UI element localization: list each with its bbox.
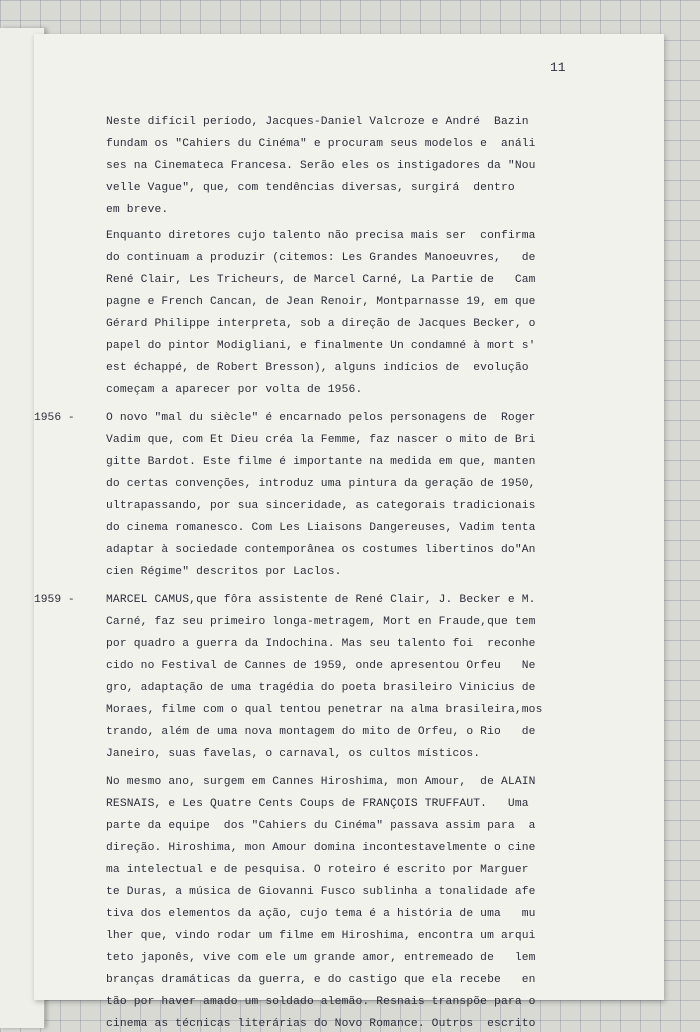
text-line: do certas convenções, introduz uma pintura da geração de 1950, [106, 478, 536, 490]
text-line: Enquanto diretores cujo talento não precisa mais ser confirma [106, 230, 536, 242]
text-line: começam a aparecer por volta de 1956. [106, 384, 363, 396]
text-line: Vadim que, com Et Dieu créa la Femme, faz nascer o mito de Bri [106, 434, 536, 446]
text-line: teto japonês, vive com ele um grande amor, entremeado de lem [106, 952, 536, 964]
text-line: cien Régime" descritos por Laclos. [106, 566, 342, 578]
text-line: ultrapassando, por sua sinceridade, as categorais tradicionais [106, 500, 536, 512]
text-line: parte da equipe dos "Cahiers du Cinéma" passava assim para a [106, 820, 536, 832]
text-line: O novo "mal du siècle" é encarnado pelos personagens de Roger [106, 412, 536, 424]
text-line: fundam os "Cahiers du Cinéma" e procuram seus modelos e análi [106, 138, 536, 150]
text-line: te Duras, a música de Giovanni Fusco sublinha a tonalidade afe [106, 886, 536, 898]
text-line: trando, além de uma nova montagem do mito de Orfeu, o Rio de [106, 726, 536, 738]
text-line: Moraes, filme com o qual tentou penetrar na alma brasileira,mos [106, 704, 543, 716]
text-line: tiva dos elementos da ação, cujo tema é a história de uma mu [106, 908, 536, 920]
text-line: velle Vague", que, com tendências diversas, surgirá dentro [106, 182, 515, 194]
text-line: do cinema romanesco. Com Les Liaisons Dangereuses, Vadim tenta [106, 522, 536, 534]
text-line: RESNAIS, e Les Quatre Cents Coups de FRANÇOIS TRUFFAUT. Uma [106, 798, 529, 810]
text-line: Janeiro, suas favelas, o carnaval, os cultos místicos. [106, 748, 481, 760]
text-line: cinema as técnicas literárias do Novo Romance. Outros escrito [106, 1018, 536, 1030]
text-line: Neste difícil período, Jacques-Daniel Valcroze e André Bazin [106, 116, 529, 128]
text-line: branças dramáticas da guerra, e do castigo que ela recebe en [106, 974, 536, 986]
text-line: em breve. [106, 204, 169, 216]
year-marker: 1956 - [34, 412, 75, 424]
text-line: Gérard Philippe interpreta, sob a direção de Jacques Becker, o [106, 318, 536, 330]
text-line: René Clair, Les Tricheurs, de Marcel Carné, La Partie de Cam [106, 274, 536, 286]
text-line: gro, adaptação de uma tragédia do poeta brasileiro Vinicius de [106, 682, 536, 694]
page-number: 11 [550, 60, 566, 75]
text-line: tão por haver amado um soldado alemão. Resnais transpõe para o [106, 996, 536, 1008]
text-line: est échappé, de Robert Bresson), alguns indícios de evolução [106, 362, 529, 374]
text-line: Carné, faz seu primeiro longa-metragem, Mort en Fraude,que tem [106, 616, 536, 628]
text-line: ma intelectual e de pesquisa. O roteiro é escrito por Marguer [106, 864, 529, 876]
text-line: por quadro a guerra da Indochina. Mas seu talento foi reconhe [106, 638, 536, 650]
text-line: MARCEL CAMUS,que fôra assistente de René Clair, J. Becker e M. [106, 594, 536, 606]
text-line: cido no Festival de Cannes de 1959, onde apresentou Orfeu Ne [106, 660, 536, 672]
text-line: lher que, vindo rodar um filme em Hiroshima, encontra um arqui [106, 930, 536, 942]
document-page [34, 34, 664, 1030]
text-line: do continuam a produzir (citemos: Les Grandes Manoeuvres, de [106, 252, 536, 264]
text-line: direção. Hiroshima, mon Amour domina incontestavelmente o cine [106, 842, 536, 854]
year-marker: 1959 - [34, 594, 75, 606]
text-line: gitte Bardot. Este filme é importante na medida em que, manten [106, 456, 536, 468]
text-line: adaptar à sociedade contemporânea os costumes libertinos do"An [106, 544, 536, 556]
text-line: No mesmo ano, surgem em Cannes Hiroshima, mon Amour, de ALAIN [106, 776, 536, 788]
text-line: ses na Cinemateca Francesa. Serão eles os instigadores da "Nou [106, 160, 536, 172]
text-line: pagne e French Cancan, de Jean Renoir, Montparnasse 19, em que [106, 296, 536, 308]
text-line: papel do pintor Modigliani, e finalmente Un condamné à mort s' [106, 340, 536, 352]
